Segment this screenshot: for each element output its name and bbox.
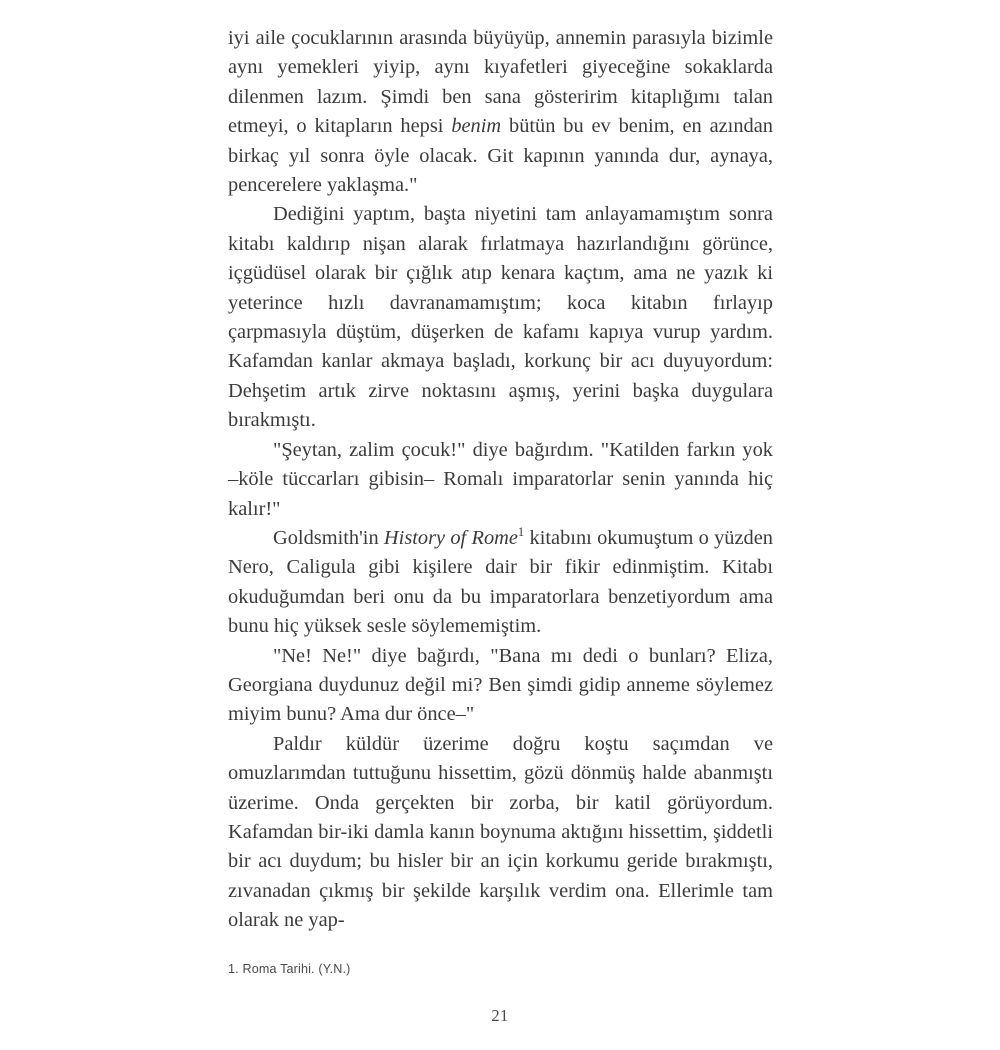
body-text-block xyxy=(228,24,773,936)
footnote-text: 1. Roma Tarihi. (Y.N.) xyxy=(228,962,351,976)
paragraph xyxy=(228,436,773,524)
italic-title: History of Rome xyxy=(383,526,518,549)
paragraph xyxy=(228,730,773,936)
paragraph xyxy=(228,642,773,730)
text-run: kitabını okumuştum o yüzden Nero, Caligula gibi kişilere dair bir fikir edinmiştim. Kitabı okuduğumdan beri onu da bu imparatorlara benzetiyordum ama bunu hiç yüksek sesle söylememiştim. xyxy=(228,526,773,638)
text-run: "Şeytan, zalim çocuk!" diye bağırdım. "Katilden farkın yok –köle tüccarları gibisin– Romalı imparatorlar senin yanında hiç kalır!" xyxy=(228,438,773,520)
footnote-reference-marker[interactable]: 1 xyxy=(517,525,525,540)
text-run: iyi aile çocuklarının arasında büyüyüp, annemin parasıyla bizimle aynı yemekleri yiyip, aynı kıyafetleri giyeceğine sokaklarda dilenmen lazım. Şimdi ben sana gösteririm kitaplığımı talan etmeyi, o kitapların hepsi xyxy=(228,27,773,138)
text-run: Goldsmith'in xyxy=(273,526,384,549)
italic-title: benim xyxy=(451,115,502,138)
text-run: Paldır küldür üzerime doğru koştu saçımdan ve omuzlarımdan tuttuğunu hissettim, gözü dönmüş halde abanmıştı üzerime. Onda gerçekten bir zorba, bir katil görüyordum. Kafamdan bir-iki damla kanın boynuma aktığını hissettim, şiddetli bir acı duydum; bu hisler bir an için korkumu geride bırakmıştı, zıvanadan çıkmış bir şekilde karşılık verdim ona. Ellerimle tam olarak ne yap- xyxy=(228,732,773,932)
text-run: Dediğini yaptım, başta niyetini tam anlayamamıştım sonra kitabı kaldırıp nişan alarak fırlatmaya hazırlandığını görünce, içgüdüsel olarak bir çığlık atıp kenara kaçtım, ama ne yazık ki yeterince hızlı davranamamıştım; koca kitabın fırlayıp çarpmasıyla düştüm, düşerken de kafamı kapıya vurup yardım. Kafamdan kanlar akmaya başladı, korkunç bir acı duyuyordum: Dehşetim artık zirve noktasını aşmış, yerini başka duygulara bırakmıştı. xyxy=(228,203,773,432)
paragraph xyxy=(228,24,773,200)
paragraph xyxy=(228,524,773,642)
paragraph xyxy=(228,200,773,435)
text-run: bütün bu ev benim, en azından birkaç yıl sonra öyle olacak. Git kapının yanında dur, aynaya, pencerelere yaklaşma." xyxy=(228,115,773,197)
text-run: "Ne! Ne!" diye bağırdı, "Bana mı dedi o bunları? Eliza, Georgiana duydunuz değil mi? Ben şimdi gidip anneme söylemez miyim bunu? Ama dur önce–" xyxy=(228,644,773,726)
page-number: 21 xyxy=(491,1006,509,1025)
